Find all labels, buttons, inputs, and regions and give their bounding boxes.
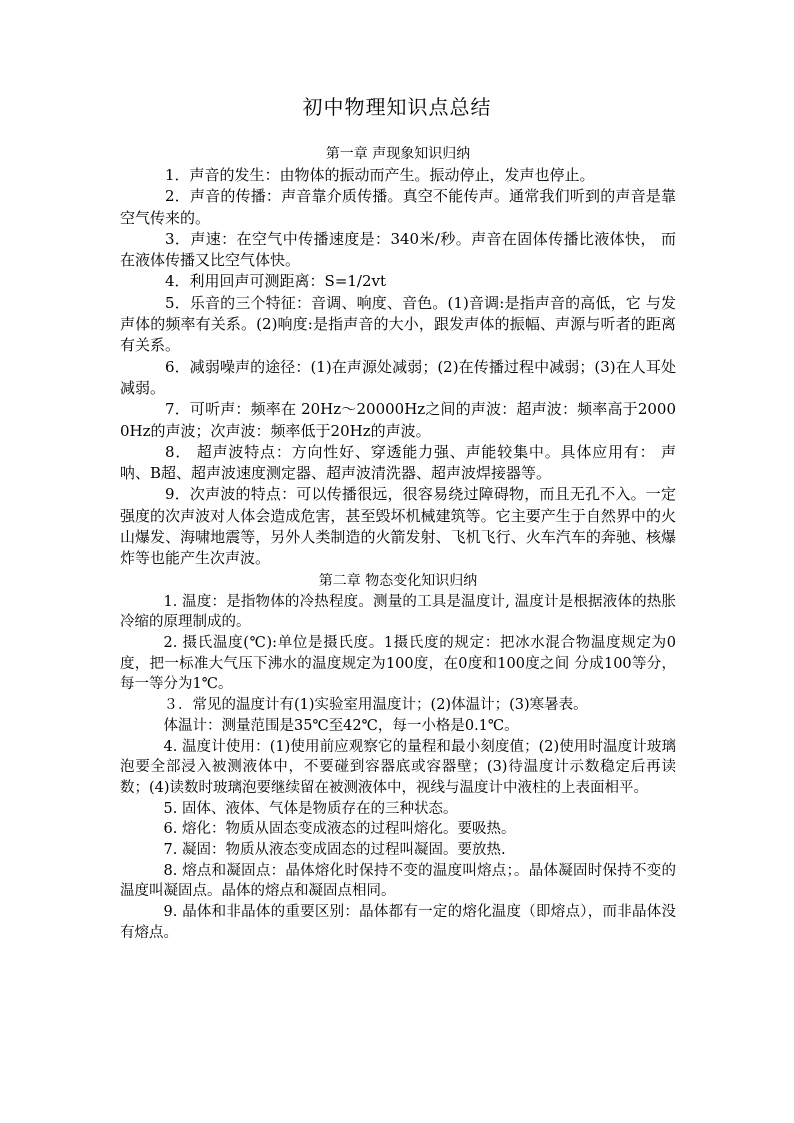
chapter-1-item-6: 6．减弱噪声的途径：(1)在声源处减弱；(2)在传播过程中减弱；(3)在人耳处减弱。 [120,357,676,397]
chapter-2-item-8: 8. 熔点和凝固点：晶体熔化时保持不变的温度叫熔点；。晶体凝固时保持不变的温度叫凝固点。晶体的熔点和凝固点相同。 [120,862,676,900]
chapter-2-heading: 第二章 物态变化知识归纳 [318,572,478,589]
chapter-2-item-9: 9. 晶体和非晶体的重要区别：晶体都有一定的熔化温度（即熔点），而非晶体没有熔点。 [120,904,676,941]
chapter-2-item-5: 5. 固体、液体、气体是物质存在的三种状态。 [163,800,458,817]
chapter-1-item-3: 3．声速：在空气中传播速度是：340米/秒。声音在固体传播比液体快， 而在液体传播又比空气体快。 [120,229,676,270]
chapter-2-section [120,570,676,944]
chapter-2-item-3-note: 体温计：测量范围是35℃至42℃，每一小格是0.1℃。 [163,717,519,734]
chapter-2-item-4: 4. 温度计使用：(1)使用前应观察它的量程和最小刻度值；(2)使用时温度计玻璃泡要全部浸入被测液体中，不要碰到容器底或容器壁；(3)待温度计示数稳定后再读数；(4)读数时玻璃泡要继续留在被测液体中，视线与温度计中液柱的上表面相平。 [120,738,676,796]
chapter-1-item-5: 5．乐音的三个特征：音调、响度、音色。(1)音调:是指声音的高低，它 与发声体的频率有关系。(2)响度:是指声音的大小，跟发声体的振幅、声源与听者的距离有关系。 [120,293,676,355]
chapter-1-item-7: 7．可听声：频率在 20Hz～20000Hz之间的声波：超声波：频率高于20000Hz的声波；次声波：频率低于20Hz的声波。 [120,400,676,440]
chapter-2-item-6: 6. 熔化：物质从固态变成液态的过程叫熔化。要吸热。 [163,821,516,838]
chapter-1-item-8: 8． 超声波特点：方向性好、穿透能力强、声能较集中。具体应用有： 声呐、B超、超声波速度测定器、超声波清洗器、超声波焊接器等。 [120,442,676,483]
chapter-2-item-7: 7. 凝固：物质从液态变成固态的过程叫凝固。要放热. [163,842,506,859]
chapter-1-heading: 第一章 声现象知识归纳 [325,146,471,162]
chapter-1-item-2: 2．声音的传播：声音靠介质传播。真空不能传声。通常我们听到的声音是靠空气传来的。 [120,187,676,227]
document-title: 初中物理知识点总结 [302,95,492,119]
document-body [120,143,676,944]
chapter-1-section [120,143,676,570]
chapter-2-item-1: 1. 温度：是指物体的冷热程度。测量的工具是温度计, 温度计是根据液体的热胀冷缩的原理制成的。 [120,593,676,631]
chapter-1-item-9: 9．次声波的特点：可以传播很远，很容易绕过障碍物，而且无孔不入。一定强度的次声波对人体会造成危害，甚至毁坏机械建筑等。它主要产生于自然界中的火山爆发、海啸地震等，另外人类制造的火箭发射、飞机飞行、火车汽车的奔驰、核爆炸等也能产生次声波。 [120,485,676,568]
chapter-1-item-4: 4．利用回声可测距离：S=1/2vt [165,272,387,291]
chapter-2-item-3: ３．常见的温度计有(1)实验室用温度计；(2)体温计；(3)寒暑表。 [163,697,588,714]
chapter-2-item-2: 2. 摄氏温度(℃):单位是摄氏度。1摄氏度的规定：把冰水混合物温度规定为0度，把一标准大气压下沸水的温度规定为100度，在0度和100度之间 分成100等分，每一等分为1℃。 [120,635,676,693]
chapter-1-item-1: 1．声音的发生：由物体的振动而产生。振动停止，发声也停止。 [165,166,595,184]
